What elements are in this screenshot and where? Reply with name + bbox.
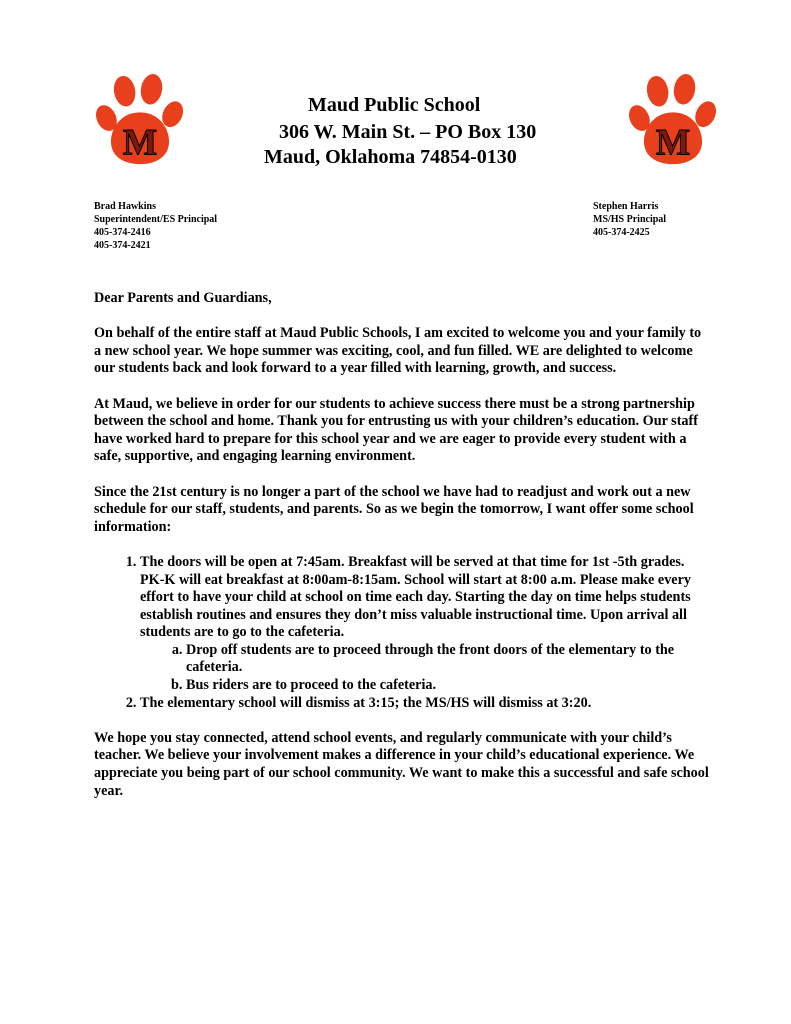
school-city: Maud, Oklahoma 74854-0130: [264, 146, 517, 168]
list-item-text: The doors will be open at 7:45am. Breakfast will be served at that time for 1st -5th grades. PK-K will eat breakfast at 8:00am-8:15am. School will start at 8:00 a.m. Please make every effort to have your child at school on time each day. Starting the day on time helps students establish routines and ensures they don’t miss valuable instructional time. Upon arrival all students are to go to the cafeteria.: [140, 553, 691, 641]
paw-m-logo-icon: [92, 72, 188, 168]
svg-text:M: M: [655, 121, 691, 163]
contact-title: Superintendent/ES Principal: [94, 214, 218, 225]
letter-body: [94, 290, 710, 818]
principal-contact: [593, 200, 666, 239]
contact-phone: 405-374-2416: [94, 227, 151, 238]
contact-title: MS/HS Principal: [593, 214, 667, 225]
list-item: [140, 554, 710, 695]
paragraph-schedule-intro: Since the 21st century is no longer a part of the school we have had to readjust and work out a new schedule for our staff, students, and parents. So as we begin the tomorrow, I want offer some school information:: [94, 483, 694, 535]
contact-phone: 405-374-2425: [593, 227, 650, 238]
svg-text:M: M: [122, 121, 158, 163]
paragraph-closing: We hope you stay connected, attend school events, and regularly communicate with your child’s teacher. We believe your involvement makes a difference in your child’s educational experience. We appreciate you being part of our school community. We want to make this a successful and safe school year.: [94, 729, 709, 799]
paw-m-logo-icon: [625, 72, 721, 168]
contact-phone: 405-374-2421: [94, 240, 151, 251]
contact-name: Brad Hawkins: [94, 201, 156, 212]
contact-name: Stephen Harris: [593, 201, 659, 212]
greeting: Dear Parents and Guardians,: [94, 290, 272, 306]
school-name: Maud Public School: [308, 94, 481, 116]
list-item: 2. The elementary school will dismiss at 3:15; the MS/HS will dismiss at 3:20.: [140, 695, 710, 713]
superintendent-contact: [94, 200, 217, 252]
list-item: a. Drop off students are to proceed through the front doors of the elementary to the cafeteria.: [186, 642, 710, 677]
paragraph-partnership: At Maud, we believe in order for our students to achieve success there must be a strong partnership between the school and home. Thank you for entrusting us with your children’s education. Our staff have worked hard to prepare for this school year and we are eager to provide every student with a safe, supportive, and engaging learning environment.: [94, 395, 698, 465]
paragraph-welcome: On behalf of the entire staff at Maud Public Schools, I am excited to welcome you and your family to a new school year. We hope summer was exciting, cool, and fun filled. WE are delighted to welcome our students back and look forward to a year filled with learning, growth, and success.: [94, 325, 702, 377]
school-info-list: [94, 554, 710, 712]
list-item: b. Bus riders are to proceed to the cafeteria.: [186, 677, 710, 695]
sub-list: [140, 642, 710, 695]
school-address: 306 W. Main St. – PO Box 130: [279, 121, 537, 143]
